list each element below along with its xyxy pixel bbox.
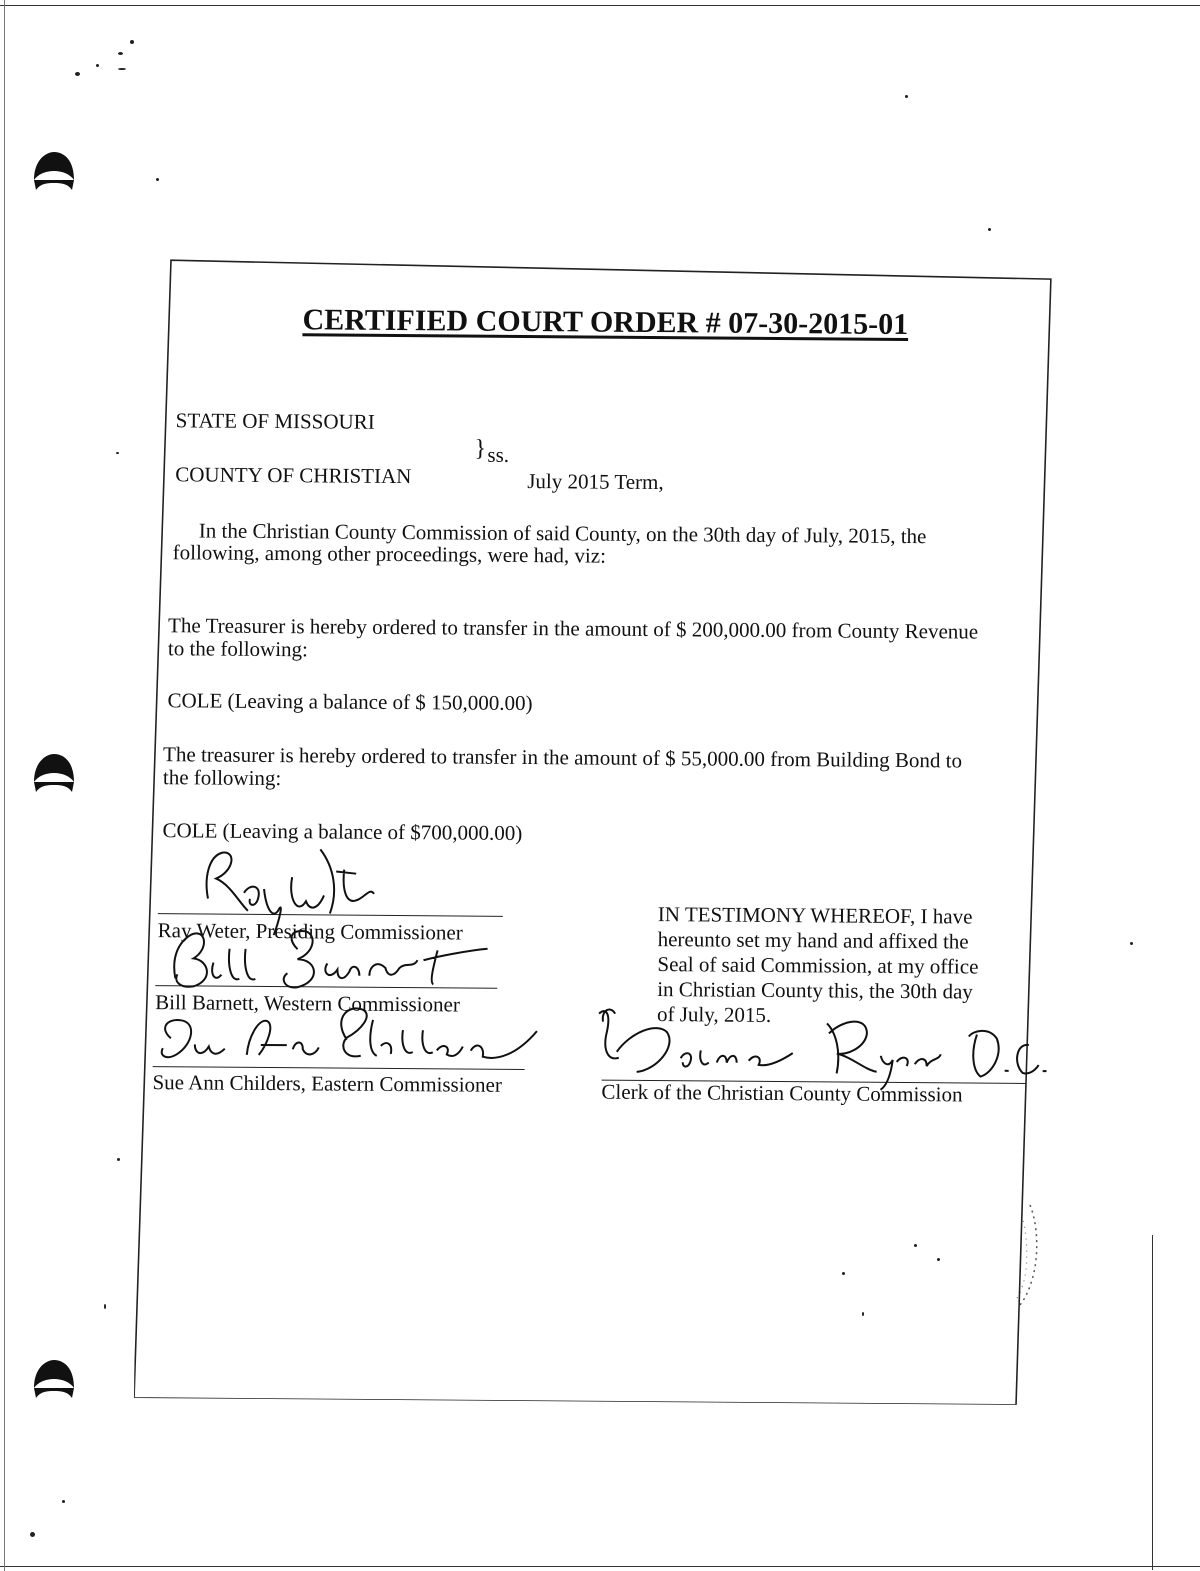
page-edge-bottom — [0, 1566, 1200, 1567]
testimony-line-1: IN TESTIMONY WHEREOF, I have — [657, 902, 973, 929]
page-edge-left — [4, 0, 5, 1571]
ss-brace: } — [474, 435, 487, 462]
state-line: STATE OF MISSOURI — [175, 408, 375, 434]
scan-speck — [62, 1500, 65, 1503]
clerk-caption: Clerk of the Christian County Commission — [601, 1079, 963, 1107]
ss-label: ss. — [487, 442, 510, 467]
county-line: COUNTY OF CHRISTIAN — [175, 462, 412, 489]
signatory-caption-presiding: Ray Weter, Presiding Commissioner — [157, 918, 463, 945]
signatory-caption-western: Bill Barnett, Western Commissioner — [155, 990, 460, 1017]
scan-speck — [156, 178, 159, 181]
certified-order-frame — [134, 258, 1053, 1405]
scan-speck — [104, 1304, 106, 1309]
punch-hole-middle — [32, 752, 76, 796]
scan-speck — [1130, 942, 1133, 945]
testimony-line-4: in Christian County this, the 30th day — [657, 977, 973, 1004]
scan-speck — [905, 95, 908, 98]
testimony-line-2: hereunto set my hand and affixed the — [657, 927, 969, 954]
term-line: July 2015 Term, — [527, 469, 664, 495]
testimony-clause — [657, 902, 979, 1030]
testimony-line-3: Seal of said Commission, at my office — [657, 952, 979, 979]
order-2-line-1: The treasurer is hereby ordered to transfer in the amount of $ 55,000.00 from Building Bond to — [163, 742, 963, 773]
signatory-caption-eastern: Sue Ann Childers, Eastern Commissioner — [152, 1070, 503, 1097]
scan-speck — [117, 1158, 120, 1161]
order-1-line-1: The Treasurer is hereby ordered to transfer in the amount of $ 200,000.00 from County Revenue — [168, 613, 979, 644]
testimony-line-5: of July, 2015. — [656, 1002, 772, 1027]
order-title: CERTIFIED COURT ORDER # 07-30-2015-01 — [302, 303, 909, 342]
scan-speck — [130, 40, 134, 44]
scan-speck — [96, 64, 99, 67]
order-2-balance: COLE (Leaving a balance of $700,000.00) — [162, 818, 523, 845]
order-1-balance: COLE (Leaving a balance of $ 150,000.00) — [167, 688, 533, 716]
punch-hole-top — [32, 150, 76, 194]
page-edge-top — [0, 5, 1200, 6]
order-2-line-2: the following: — [162, 765, 282, 791]
order-1-line-2: to the following: — [167, 636, 309, 662]
scan-speck — [118, 52, 123, 55]
scan-speck — [30, 1532, 35, 1537]
punch-hole-bottom — [32, 1358, 76, 1402]
page-edge-right — [1152, 1235, 1153, 1570]
scan-speck — [988, 228, 991, 231]
preamble-line-1: In the Christian County Commission of said County, on the 30th day of July, 2015, the — [198, 518, 927, 549]
preamble-line-2: following, among other proceedings, were had, viz: — [172, 540, 607, 568]
scan-speck — [116, 452, 119, 454]
scan-speck — [75, 72, 80, 76]
scan-speck — [118, 68, 126, 70]
